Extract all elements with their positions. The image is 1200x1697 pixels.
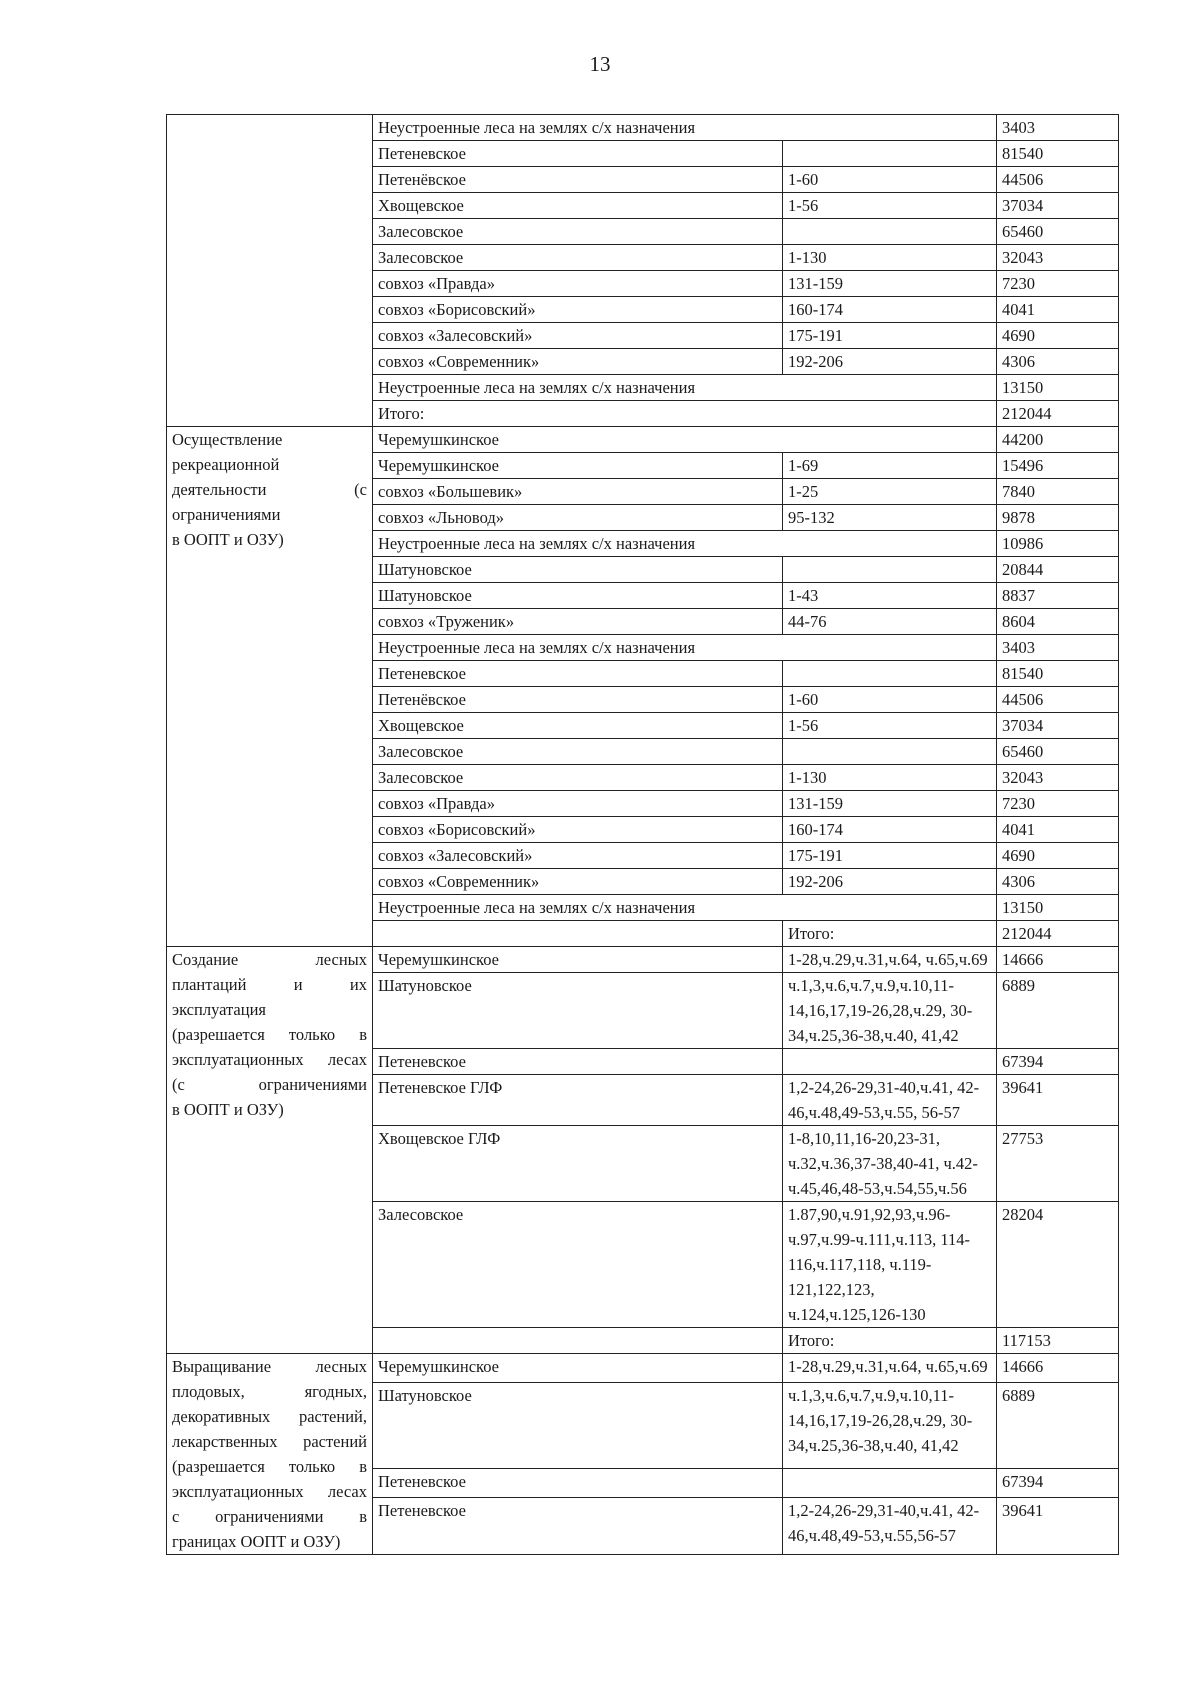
forestry-name-cell: Шатуновское (373, 973, 783, 1049)
forestry-name-cell: совхоз «Борисовский» (373, 297, 783, 323)
table-row (167, 115, 1119, 141)
forestry-name-cell: Петенёвское (373, 687, 783, 713)
forestry-name-cell: Неустроенные леса на землях с/х назначения (373, 115, 997, 141)
forestry-name-cell: Залесовское (373, 219, 783, 245)
quarter-range-cell: 1.87,90,ч.91,92,93,ч.96-ч.97,ч.99-ч.111,ч.113, 114-116,ч.117,118, ч.119-121,122,123, ч.124,ч.125,126-130 (783, 1202, 997, 1328)
forestry-name-cell: Залесовское (373, 245, 783, 271)
forestry-name-cell (373, 921, 783, 947)
purpose-line: Выращивание лесных (172, 1357, 367, 1376)
forestry-name-cell: Петенёвское (373, 167, 783, 193)
purpose-line: в ООПТ и ОЗУ) (172, 530, 284, 549)
forestry-name-cell: Петеневское ГЛФ (373, 1075, 783, 1126)
forestry-name-cell: Итого: (373, 401, 997, 427)
forestry-name-cell: совхоз «Борисовский» (373, 817, 783, 843)
forestry-name-cell: совхоз «Залесовский» (373, 843, 783, 869)
quarter-range-cell (783, 661, 997, 687)
area-value-cell: 39641 (997, 1075, 1119, 1126)
forestry-name-cell: Петеневское (373, 141, 783, 167)
area-value-cell: 4306 (997, 869, 1119, 895)
area-value-cell: 65460 (997, 739, 1119, 765)
area-value-cell: 4306 (997, 349, 1119, 375)
table-row (167, 427, 1119, 453)
purpose-cell (167, 115, 373, 427)
purpose-line: Осуществление (172, 430, 283, 449)
quarter-range-cell: 131-159 (783, 791, 997, 817)
area-value-cell: 20844 (997, 557, 1119, 583)
forestry-name-cell: совхоз «Современник» (373, 349, 783, 375)
purpose-line: (разрешается только в (172, 1025, 367, 1044)
purpose-line: (с ограничениями (172, 1075, 367, 1094)
area-value-cell: 67394 (997, 1049, 1119, 1075)
quarter-range-cell (783, 739, 997, 765)
purpose-line: рекреационной (172, 455, 280, 474)
quarter-range-cell: 160-174 (783, 817, 997, 843)
purpose-line: эксплуатационных лесах (172, 1482, 367, 1501)
purpose-line: деятельности (с (172, 480, 367, 499)
area-value-cell: 15496 (997, 453, 1119, 479)
area-value-cell: 4041 (997, 297, 1119, 323)
purpose-line: границах ООПТ и ОЗУ) (172, 1532, 341, 1551)
forestry-name-cell: Черемушкинское (373, 1354, 783, 1383)
area-value-cell: 10986 (997, 531, 1119, 557)
forestry-name-cell: Шатуновское (373, 557, 783, 583)
quarter-range-cell: 1,2-24,26-29,31-40,ч.41, 42-46,ч.48,49-53,ч.55, 56-57 (783, 1075, 997, 1126)
area-value-cell: 7230 (997, 791, 1119, 817)
forestry-name-cell: Хвощевское ГЛФ (373, 1126, 783, 1202)
quarter-range-cell: 95-132 (783, 505, 997, 531)
quarter-range-cell: 1,2-24,26-29,31-40,ч.41, 42-46,ч.48,49-53,ч.55,56-57 (783, 1497, 997, 1554)
area-value-cell: 117153 (997, 1328, 1119, 1354)
area-value-cell: 65460 (997, 219, 1119, 245)
forestry-name-cell: совхоз «Труженик» (373, 609, 783, 635)
area-value-cell: 14666 (997, 947, 1119, 973)
quarter-range-cell: Итого: (783, 1328, 997, 1354)
area-value-cell: 9878 (997, 505, 1119, 531)
quarter-range-cell: 1-25 (783, 479, 997, 505)
purpose-line: плантаций и их (172, 975, 367, 994)
purpose-line: ограничениями (172, 505, 281, 524)
area-value-cell: 44506 (997, 167, 1119, 193)
quarter-range-cell: 1-28,ч.29,ч.31,ч.64, ч.65,ч.69 (783, 947, 997, 973)
purpose-line: Создание лесных (172, 950, 367, 969)
area-value-cell: 212044 (997, 921, 1119, 947)
forestry-name-cell: Залесовское (373, 765, 783, 791)
quarter-range-cell: 131-159 (783, 271, 997, 297)
area-value-cell: 44200 (997, 427, 1119, 453)
forestry-name-cell: Черемушкинское (373, 453, 783, 479)
forestry-name-cell: Шатуновское (373, 1383, 783, 1468)
quarter-range-cell: 1-130 (783, 245, 997, 271)
forestry-name-cell: совхоз «Залесовский» (373, 323, 783, 349)
quarter-range-cell (783, 219, 997, 245)
quarter-range-cell: 175-191 (783, 323, 997, 349)
forestry-name-cell: совхоз «Правда» (373, 791, 783, 817)
quarter-range-cell: 192-206 (783, 869, 997, 895)
purpose-cell (167, 1354, 373, 1555)
quarter-range-cell: 44-76 (783, 609, 997, 635)
forestry-name-cell: Залесовское (373, 739, 783, 765)
quarter-range-cell: 1-43 (783, 583, 997, 609)
area-value-cell: 37034 (997, 713, 1119, 739)
area-value-cell: 4690 (997, 843, 1119, 869)
area-value-cell: 44506 (997, 687, 1119, 713)
table-row (167, 1354, 1119, 1383)
area-value-cell: 32043 (997, 245, 1119, 271)
purpose-line: в ООПТ и ОЗУ) (172, 1100, 284, 1119)
table-row (167, 947, 1119, 973)
area-value-cell: 32043 (997, 765, 1119, 791)
area-value-cell: 39641 (997, 1497, 1119, 1554)
quarter-range-cell: 160-174 (783, 297, 997, 323)
area-value-cell: 67394 (997, 1468, 1119, 1497)
purpose-line: декоративных растений, (172, 1407, 367, 1426)
quarter-range-cell: 1-8,10,11,16-20,23-31, ч.32,ч.36,37-38,40-41, ч.42-ч.45,46,48-53,ч.54,55,ч.56 (783, 1126, 997, 1202)
area-value-cell: 27753 (997, 1126, 1119, 1202)
forestry-name-cell: совхоз «Правда» (373, 271, 783, 297)
page-number: 13 (589, 52, 611, 76)
quarter-range-cell: 1-56 (783, 713, 997, 739)
area-value-cell: 37034 (997, 193, 1119, 219)
forestry-name-cell: Неустроенные леса на землях с/х назначения (373, 635, 997, 661)
forestry-name-cell: Петеневское (373, 1497, 783, 1554)
purpose-cell (167, 947, 373, 1354)
area-value-cell: 13150 (997, 895, 1119, 921)
forestry-name-cell: Неустроенные леса на землях с/х назначения (373, 375, 997, 401)
area-value-cell: 8604 (997, 609, 1119, 635)
purpose-line: плодовых, ягодных, (172, 1382, 367, 1401)
forestry-name-cell: совхоз «Современник» (373, 869, 783, 895)
forest-use-table (166, 114, 1119, 1555)
forestry-name-cell: Залесовское (373, 1202, 783, 1328)
area-value-cell: 4690 (997, 323, 1119, 349)
area-value-cell: 14666 (997, 1354, 1119, 1383)
purpose-line: эксплуатация (172, 1000, 266, 1019)
area-value-cell: 8837 (997, 583, 1119, 609)
area-value-cell: 7840 (997, 479, 1119, 505)
forestry-name-cell: Черемушкинское (373, 947, 783, 973)
area-value-cell: 7230 (997, 271, 1119, 297)
quarter-range-cell: Итого: (783, 921, 997, 947)
area-value-cell: 81540 (997, 141, 1119, 167)
quarter-range-cell: 192-206 (783, 349, 997, 375)
quarter-range-cell (783, 1049, 997, 1075)
area-value-cell: 212044 (997, 401, 1119, 427)
area-value-cell: 3403 (997, 115, 1119, 141)
area-value-cell: 3403 (997, 635, 1119, 661)
quarter-range-cell (783, 1468, 997, 1497)
forestry-name-cell: Неустроенные леса на землях с/х назначения (373, 531, 997, 557)
purpose-cell (167, 427, 373, 947)
area-value-cell: 6889 (997, 1383, 1119, 1468)
quarter-range-cell: 1-60 (783, 687, 997, 713)
purpose-line: с ограничениями в (172, 1507, 367, 1526)
forestry-name-cell: Петеневское (373, 1049, 783, 1075)
quarter-range-cell (783, 141, 997, 167)
forestry-name-cell (373, 1328, 783, 1354)
quarter-range-cell: 1-28,ч.29,ч.31,ч.64, ч.65,ч.69 (783, 1354, 997, 1383)
purpose-line: лекарственных растений (172, 1432, 367, 1451)
area-value-cell: 28204 (997, 1202, 1119, 1328)
quarter-range-cell: ч.1,3,ч.6,ч.7,ч.9,ч.10,11-14,16,17,19-26,28,ч.29, 30-34,ч.25,36-38,ч.40, 41,42 (783, 1383, 997, 1468)
quarter-range-cell: 1-130 (783, 765, 997, 791)
area-value-cell: 6889 (997, 973, 1119, 1049)
quarter-range-cell: ч.1,3,ч.6,ч.7,ч.9,ч.10,11-14,16,17,19-26,28,ч.29, 30-34,ч.25,36-38,ч.40, 41,42 (783, 973, 997, 1049)
area-value-cell: 4041 (997, 817, 1119, 843)
forestry-name-cell: Петеневское (373, 1468, 783, 1497)
quarter-range-cell: 1-60 (783, 167, 997, 193)
area-value-cell: 81540 (997, 661, 1119, 687)
forestry-name-cell: Черемушкинское (373, 427, 997, 453)
area-value-cell: 13150 (997, 375, 1119, 401)
quarter-range-cell: 1-69 (783, 453, 997, 479)
quarter-range-cell: 1-56 (783, 193, 997, 219)
forestry-name-cell: Хвощевское (373, 713, 783, 739)
forestry-name-cell: Неустроенные леса на землях с/х назначения (373, 895, 997, 921)
forestry-name-cell: совхоз «Льновод» (373, 505, 783, 531)
forestry-name-cell: совхоз «Большевик» (373, 479, 783, 505)
forestry-name-cell: Шатуновское (373, 583, 783, 609)
quarter-range-cell: 175-191 (783, 843, 997, 869)
forestry-name-cell: Хвощевское (373, 193, 783, 219)
forestry-name-cell: Петеневское (373, 661, 783, 687)
quarter-range-cell (783, 557, 997, 583)
purpose-line: эксплуатационных лесах (172, 1050, 367, 1069)
purpose-line: (разрешается только в (172, 1457, 367, 1476)
